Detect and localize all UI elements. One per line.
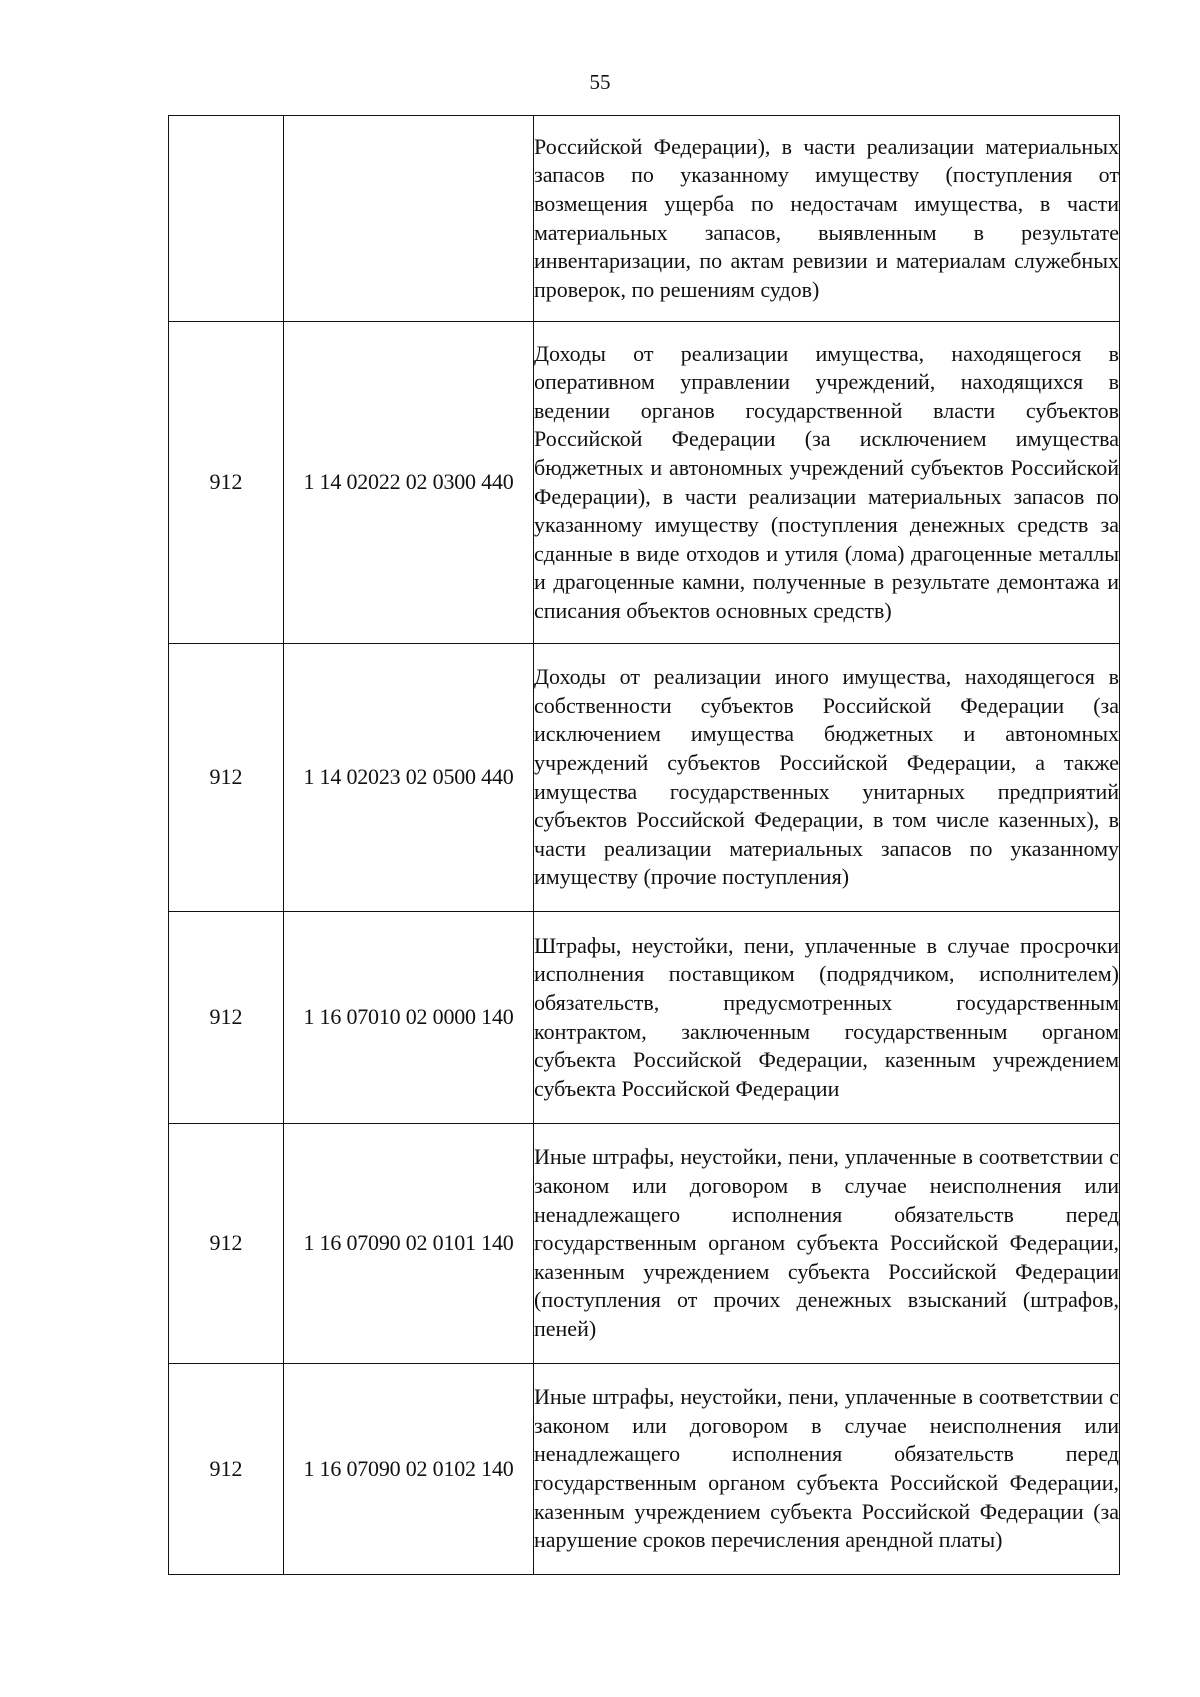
budget-code-cell: 1 16 07090 02 0102 140 <box>284 1364 534 1575</box>
description-cell: Российской Федерации), в части реализации материальных запасов по указанному имуществу (поступления от возмещения ущерба по недостачам имущества, в части материальных запасов, выявленным в результате инвентаризации, по актам ревизии и материалам служебных проверок, по решениям судов) <box>534 116 1120 322</box>
description-cell: Доходы от реализации иного имущества, находящегося в собственности субъектов Российской Федерации (за исключением имущества бюджетных и автономных учреждений субъектов Российской Федерации, а также имущества государственных унитарных предприятий субъектов Российской Федерации, в том числе казенных), в части реализации материальных запасов по указанному имуществу (прочие поступления) <box>534 644 1120 912</box>
admin-code-cell <box>169 116 284 322</box>
budget-code-cell: 1 14 02022 02 0300 440 <box>284 322 534 644</box>
admin-code-cell: 912 <box>169 912 284 1124</box>
admin-code-cell: 912 <box>169 1124 284 1364</box>
description-cell: Штрафы, неустойки, пени, уплаченные в случае просрочки исполнения поставщиком (подрядчиком, исполнителем) обязательств, предусмотренных государственным контрактом, заключенным государственным органом субъекта Российской Федерации, казенным учреждением субъекта Российской Федерации <box>534 912 1120 1124</box>
budget-code-cell: 1 16 07010 02 0000 140 <box>284 912 534 1124</box>
table-row <box>169 912 1120 1124</box>
budget-revenue-table <box>168 115 1120 1575</box>
admin-code-cell: 912 <box>169 322 284 644</box>
budget-code-cell: 1 14 02023 02 0500 440 <box>284 644 534 912</box>
table-row <box>169 322 1120 644</box>
description-cell: Иные штрафы, неустойки, пени, уплаченные в соответствии с законом или договором в случае неисполнения или ненадлежащего исполнения обязательств перед государственным органом субъекта Российской Федерации, казенным учреждением субъекта Российской Федерации (поступления от прочих денежных взысканий (штрафов, пеней) <box>534 1124 1120 1364</box>
page-number: 55 <box>589 70 611 94</box>
admin-code-cell: 912 <box>169 1364 284 1575</box>
table-row <box>169 644 1120 912</box>
table-row <box>169 1124 1120 1364</box>
table-row <box>169 1364 1120 1575</box>
description-cell: Иные штрафы, неустойки, пени, уплаченные в соответствии с законом или договором в случае неисполнения или ненадлежащего исполнения обязательств перед государственным органом субъекта Российской Федерации, казенным учреждением субъекта Российской Федерации (за нарушение сроков перечисления арендной платы) <box>534 1364 1120 1575</box>
description-cell: Доходы от реализации имущества, находящегося в оперативном управлении учреждений, находящихся в ведении органов государственной власти субъектов Российской Федерации (за исключением имущества бюджетных и автономных учреждений субъектов Российской Федерации), в части реализации материальных запасов по указанному имуществу (поступления денежных средств за сданные в виде отходов и утиля (лома) драгоценные металлы и драгоценные камни, полученные в результате демонтажа и списания объектов основных средств) <box>534 322 1120 644</box>
budget-code-cell: 1 16 07090 02 0101 140 <box>284 1124 534 1364</box>
budget-code-cell <box>284 116 534 322</box>
table-row <box>169 116 1120 322</box>
admin-code-cell: 912 <box>169 644 284 912</box>
